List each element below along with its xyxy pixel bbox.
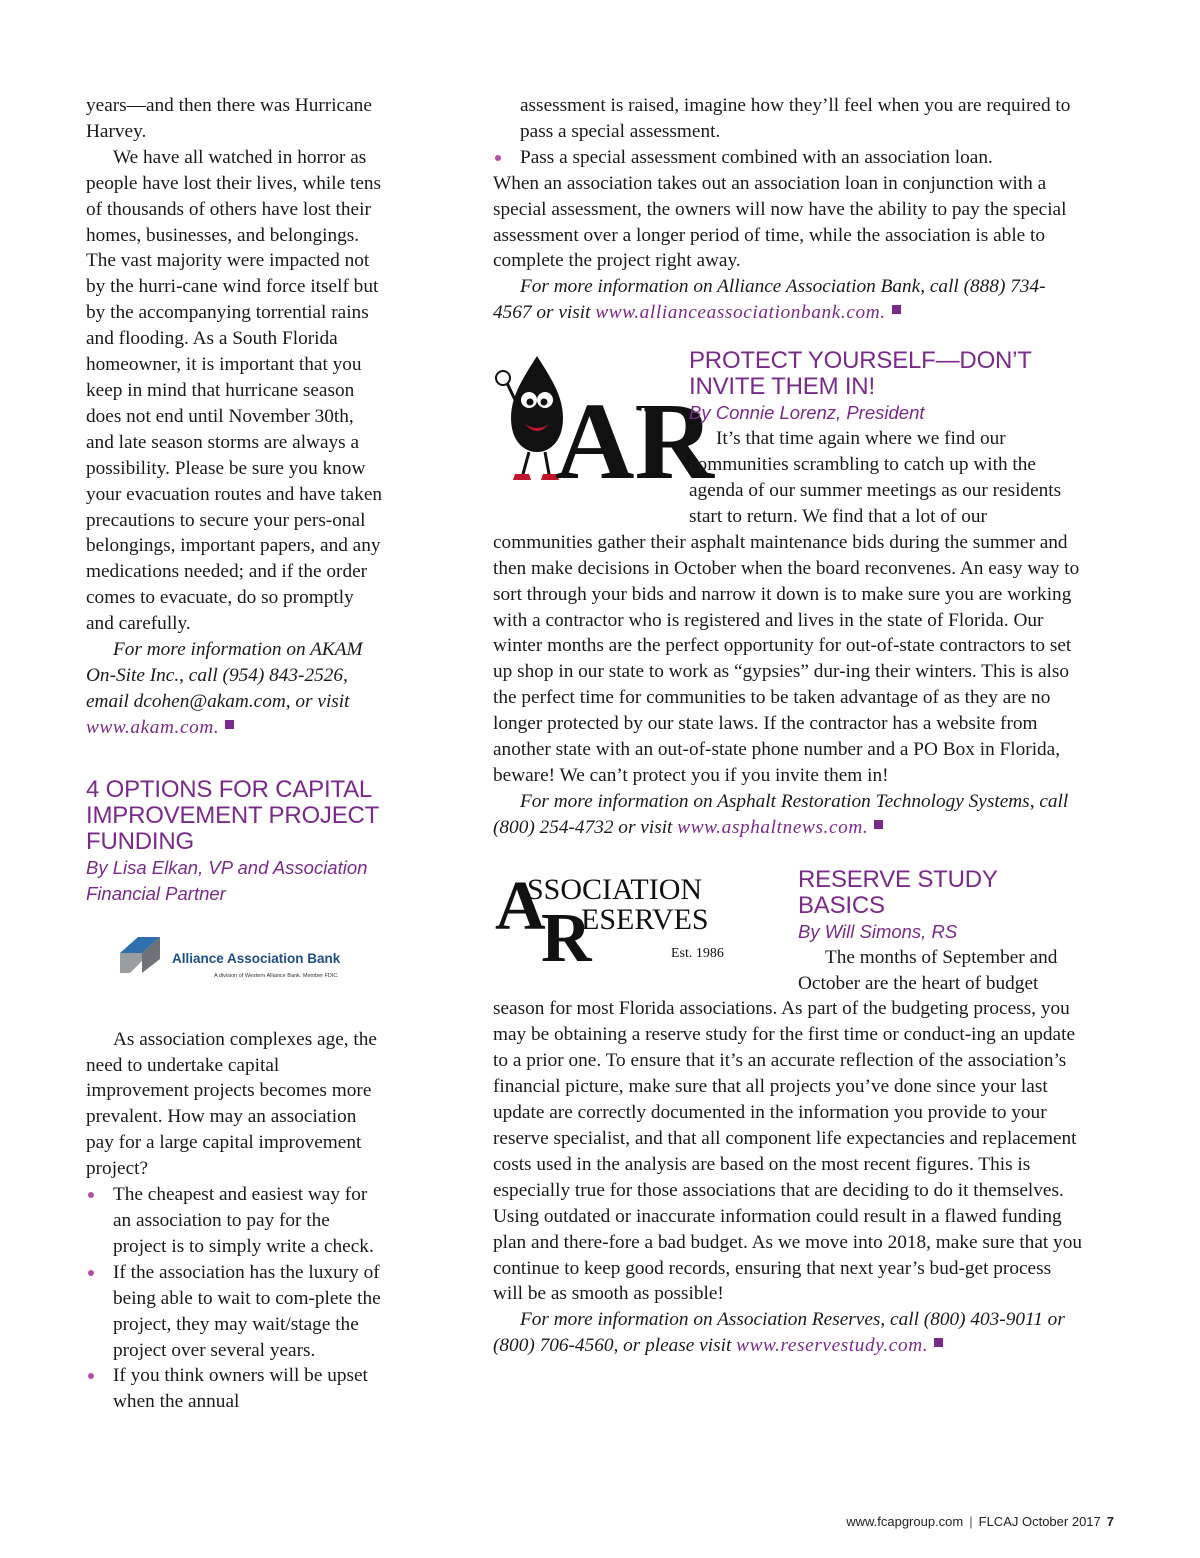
alliance-bank-logo-name: Alliance Association Bank bbox=[172, 950, 341, 966]
end-mark-icon bbox=[892, 305, 901, 314]
akam-info-text: For more information on AKAM On-Site Inc., call (954) 843-2526, email dcohen@akam.com, or visit bbox=[86, 639, 363, 712]
left-column bbox=[86, 93, 386, 1415]
capital-bullet-3: If you think owners will be upset when the annual bbox=[86, 1363, 386, 1415]
page-footer bbox=[846, 1514, 1114, 1529]
page-number: 7 bbox=[1106, 1514, 1114, 1529]
reserve-heading: RESERVE STUDY BASICS bbox=[798, 865, 998, 919]
end-mark-icon bbox=[934, 1338, 943, 1347]
footer-separator: | bbox=[969, 1514, 973, 1529]
protect-byline: By Connie Lorenz, President bbox=[689, 402, 925, 424]
reserve-logo-line1: SSOCIATION bbox=[527, 872, 703, 906]
reserve-byline: By Will Simons, RS bbox=[798, 920, 958, 942]
association-reserves-logo bbox=[495, 867, 798, 991]
loan-para: When an association takes out an association loan in conjunction with a special assessment, the owners will now have the ability to pay the special assessment over a longer period of time, while the association is able to complete the project right away. bbox=[493, 172, 1067, 272]
alliance-link[interactable]: www.allianceassociationbank.com. bbox=[595, 302, 886, 324]
association-reserves-logo-icon bbox=[495, 867, 745, 977]
capital-bullet-3-continued: assessment is raised, imagine how they’ll feel when you are required to pass a special assessment. bbox=[520, 95, 1071, 142]
alliance-bank-logo-tagline: A division of Western Alliance Bank. Member FDIC. bbox=[214, 972, 339, 979]
capital-bullet-1: The cheapest and easiest way for an association to pay for the project is to simply write a check. bbox=[86, 1182, 386, 1260]
capital-intro: As association complexes age, the need to undertake capital improvement projects becomes more prevalent. How may an association pay for a large capital improvement project? bbox=[86, 1028, 377, 1180]
capital-bullet-list bbox=[86, 1182, 386, 1415]
end-mark-icon bbox=[225, 720, 234, 729]
alliance-bank-logo bbox=[116, 931, 386, 991]
capital-heading: 4 OPTIONS FOR CAPITAL IMPROVEMENT PROJECT FUNDING bbox=[86, 775, 379, 855]
hurricane-para-1: years—and then there was Hurricane Harvey. bbox=[86, 95, 372, 142]
asphalt-info-text: For more information on Asphalt Restoration Technology Systems, call (800) 254-4732 or visit bbox=[493, 790, 1069, 838]
protect-article bbox=[493, 348, 1083, 841]
alliance-info bbox=[493, 274, 1083, 326]
reserve-body: The months of September and October are the heart of budget season for most Florida associations. As part of the budgeting process, you may be obtaining a reserve study for the first time or conduct-ing an update to a prior one. To ensure that it’s an accurate reflection of the association’s financial picture, make sure that all projects you’ve done since your last update are correctly documented in the information you provide to your reserve specialist, and that all component life expectancies and replacement costs used in the analysis are based on the most recent figures. This is especially true for those associations that are deciding to do it themselves. Using outdated or inaccurate information could result in a flawed funding plan and there-fore a bad budget. As we move into 2018, make sure that you continue to keep good records, ensuring that next year’s bud-get process will be as smooth as possible! bbox=[493, 946, 1082, 1305]
protect-heading: PROTECT YOURSELF—DON’T INVITE THEM IN! bbox=[689, 347, 1032, 401]
akam-link[interactable]: www.akam.com. bbox=[86, 716, 220, 738]
asphalt-info bbox=[493, 789, 1083, 841]
ar-logo bbox=[493, 348, 714, 504]
reserve-link[interactable]: www.reservestudy.com. bbox=[736, 1335, 929, 1357]
capital-byline: By Lisa Elkan, VP and Association Financial Partner bbox=[86, 856, 368, 904]
protect-body: It’s that time again where we find our communities scrambling to catch up with the agenda of our summer meetings as our residents start to return. We find that a lot of our communities gather their asphalt maintenance bids during the summer and then make decisions in October when the board reconvenes. An easy way to sort through your bids and narrow it down is to make sure you are working with a contractor who is registered and lives in the state of Florida. Our winter months are the perfect opportunity for out-of-state contractors to set up shop in our state to work as “gypsies” dur-ing their winters. This is also the perfect time for communities to be taken advantage of as they are no longer protected by our state laws. If the contractor has a website from another state with an out-of-state phone number and a PO Box in Florida, beware! We can’t protect you if you invite them in! bbox=[493, 428, 1080, 786]
svg-text:A: A bbox=[495, 867, 546, 945]
svg-text:R: R bbox=[541, 899, 592, 977]
footer-site[interactable]: www.fcapgroup.com bbox=[846, 1514, 964, 1529]
footer-issue: FLCAJ October 2017 bbox=[978, 1514, 1101, 1529]
hurricane-para-2: We have all watched in horror as people have lost their lives, while tens of thousands of others have lost their homes, businesses, and belongings. The vast majority were impacted not by the hurri-cane wind force itself but by the accompanying torrential rains and flooding. As a South Florida homeowner, it is important that you keep in mind that hurricane season does not end until November 30th, and late season storms are always a possibility. Please be sure you know your evacuation routes and have taken precautions to secure your pers-onal belongings, important papers, and any medications needed; and if the order comes to evacuate, do so promptly and carefully. bbox=[86, 146, 383, 635]
ar-mascot-logo-icon bbox=[493, 348, 714, 503]
reserve-info bbox=[493, 1307, 1083, 1359]
reserve-logo-est: Est. 1986 bbox=[671, 945, 724, 961]
capital-bullet-2: If the association has the luxury of being able to wait to com-plete the project, they may wait/stage the project over several years. bbox=[86, 1260, 386, 1364]
reserve-info-text: For more information on Association Reserves, call (800) 403-9011 or (800) 706-4560, or please visit bbox=[493, 1309, 1065, 1357]
capital-bullet-4: Pass a special assessment combined with an association loan. bbox=[493, 145, 1083, 171]
reserve-article bbox=[493, 867, 1083, 1360]
end-mark-icon bbox=[874, 820, 883, 829]
akam-info bbox=[86, 637, 386, 741]
right-column bbox=[493, 93, 1083, 1359]
reserve-logo-line2: ESERVES bbox=[581, 902, 709, 936]
asphalt-link[interactable]: www.asphaltnews.com. bbox=[677, 816, 869, 838]
capital-bullet-list-continued bbox=[493, 145, 1083, 171]
ar-logo-letters: AR bbox=[555, 380, 714, 503]
alliance-info-text: For more information on Alliance Association Bank, call (888) 734-4567 or visit bbox=[493, 276, 1046, 324]
